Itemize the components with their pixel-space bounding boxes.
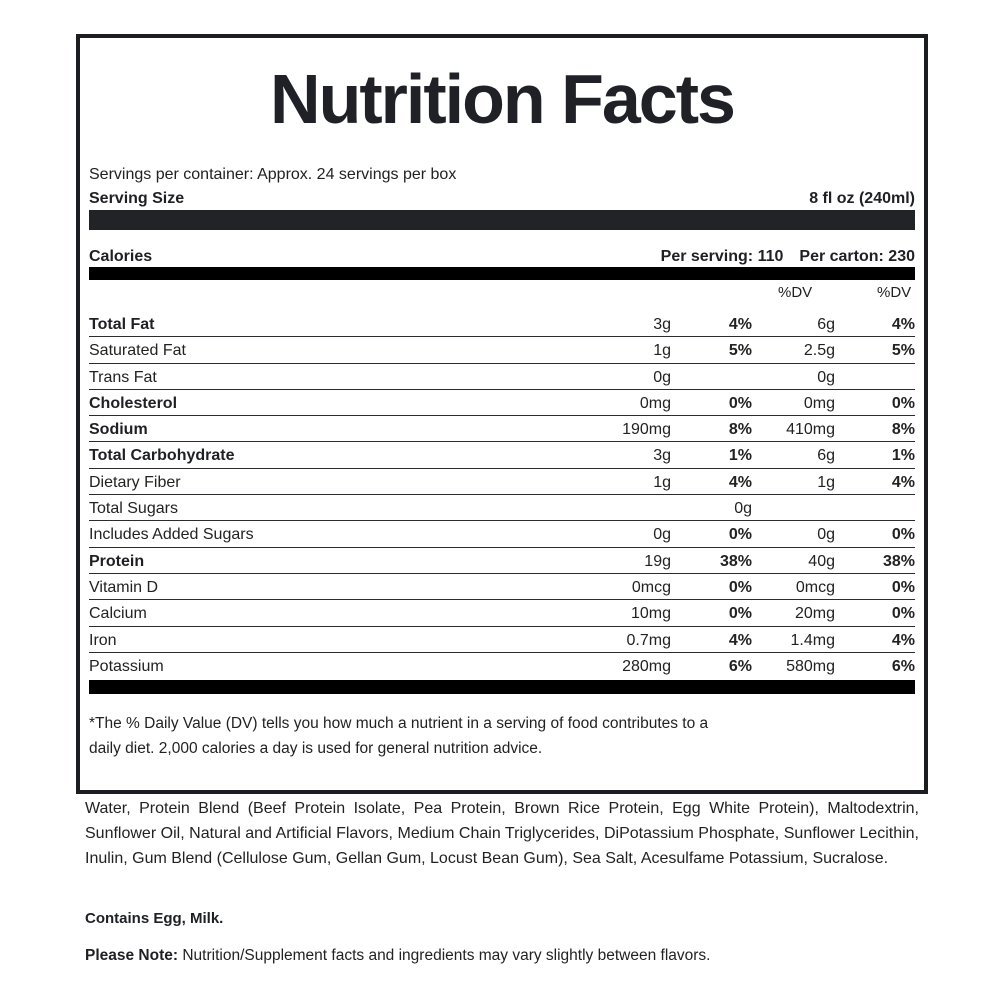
nutrient-row (89, 442, 915, 468)
amount-per-carton: 1.4mg (790, 631, 835, 649)
dv-per-carton: 1% (891, 447, 915, 465)
ingredients-list: Water, Protein Blend (Beef Protein Isolate, Pea Protein, Brown Rice Protein, Egg White Protein), Maltodextrin, Sunflower Oil, Natural and Artificial Flavors, Medium Chain Triglycerides, DiPotassium Phosphate, Sunflower Lecithin, Inulin, Gum Blend (Cellulose Gum, Gellan Gum, Locust Bean Gum), Sea Salt, Acesulfame Potassium, Sucralose. (85, 800, 919, 867)
dv-per-carton: 4% (891, 316, 915, 333)
dv-per-carton: 0% (891, 605, 915, 623)
dv-per-carton: 6% (891, 657, 915, 675)
dv-per-serving: 6% (728, 657, 752, 675)
dv-per-carton: 8% (891, 421, 915, 439)
dv-footnote: *The % Daily Value (DV) tells you how much a nutrient in a serving of food contributes to a daily diet. 2,000 calories a day is used for general nutrition advice. (89, 715, 709, 757)
amount-per-serving: 1g (653, 342, 671, 360)
amount-per-serving: 0g (653, 368, 671, 386)
nutrient-row (89, 495, 915, 521)
amount-per-serving: 280mg (622, 657, 671, 675)
nutrient-row (89, 469, 915, 495)
nutrient-name: Cholesterol (89, 394, 178, 412)
calories-row (89, 247, 915, 267)
dv-per-serving: 1% (728, 447, 752, 465)
dv-per-serving: 0% (728, 605, 752, 623)
thick-divider (89, 680, 915, 694)
amount-per-carton: 0g (817, 368, 835, 386)
nutrient-name: Protein (89, 552, 145, 570)
nutrient-row (89, 390, 915, 416)
nutrient-row (89, 600, 915, 626)
dv-per-carton: 4% (891, 473, 915, 491)
nutrient-name: Includes Added Sugars (89, 526, 254, 544)
serving-size-label: Serving Size (89, 190, 185, 207)
nutrient-row (89, 548, 915, 574)
nutrient-amount: 0g (734, 500, 752, 518)
nutrient-row (89, 521, 915, 547)
servings-per-container: Servings per container: Approx. 24 servings per box (89, 166, 457, 183)
nutrient-name: Potassium (89, 657, 164, 675)
nutrient-name: Total Sugars (89, 500, 178, 518)
dv-per-serving: 5% (728, 342, 752, 360)
amount-per-serving: 3g (653, 316, 671, 333)
amount-per-serving: 10mg (630, 605, 671, 623)
dv-per-serving: 4% (728, 473, 752, 491)
nutrient-row (89, 416, 915, 442)
nutrient-row (89, 311, 915, 337)
amount-per-carton: 0mg (803, 394, 835, 412)
note-text: Nutrition/Supplement facts and ingredients may vary slightly between flavors. (178, 947, 711, 964)
amount-per-carton: 1g (817, 473, 835, 491)
amount-per-serving: 19g (644, 552, 671, 570)
amount-per-serving: 0g (653, 526, 671, 544)
calories-label: Calories (89, 248, 153, 265)
dv-per-serving: 0% (728, 526, 752, 544)
dv-per-carton: 38% (882, 552, 915, 570)
dv-header-serving: %DV (778, 284, 813, 301)
dv-per-carton: 0% (891, 526, 915, 544)
amount-per-carton: 20mg (794, 605, 835, 623)
amount-per-carton: 410mg (786, 421, 835, 439)
dv-per-serving: 38% (719, 552, 752, 570)
nutrient-row (89, 574, 915, 600)
note-label: Please Note: (85, 947, 179, 964)
dv-per-carton: 0% (891, 578, 915, 596)
nutrition-facts-panel (76, 34, 928, 794)
nutrient-name: Sodium (89, 421, 148, 439)
amount-per-carton: 40g (808, 552, 835, 570)
amount-per-serving: 1g (653, 473, 671, 491)
allergen-statement: Contains Egg, Milk. (85, 910, 224, 927)
dv-header-carton: %DV (877, 284, 912, 301)
nutrient-name: Saturated Fat (89, 342, 186, 360)
nutrient-row (89, 627, 915, 653)
amount-per-serving: 3g (653, 447, 671, 465)
amount-per-serving: 190mg (622, 421, 671, 439)
nutrient-name: Trans Fat (89, 368, 157, 386)
nutrient-table (89, 311, 915, 679)
serving-size-row (89, 190, 915, 210)
thick-divider (89, 210, 915, 230)
amount-per-carton: 580mg (786, 657, 835, 675)
nutrient-name: Dietary Fiber (89, 473, 181, 491)
amount-per-carton: 6g (817, 447, 835, 465)
amount-per-serving: 0mg (639, 394, 671, 412)
serving-size-value: 8 fl oz (240ml) (809, 190, 915, 207)
dv-per-carton: 5% (891, 342, 915, 360)
dv-per-serving: 0% (728, 578, 752, 596)
amount-per-carton: 0mcg (795, 578, 835, 596)
amount-per-carton: 6g (817, 316, 835, 333)
amount-per-carton: 0g (817, 526, 835, 544)
nutrient-name: Total Carbohydrate (89, 447, 235, 465)
amount-per-serving: 0.7mg (626, 631, 671, 649)
thick-divider (89, 267, 915, 280)
nutrient-row (89, 364, 915, 390)
nutrient-name: Vitamin D (89, 578, 159, 596)
label-title: Nutrition Facts (270, 60, 734, 138)
nutrient-name: Calcium (89, 605, 147, 623)
dv-per-serving: 0% (728, 394, 752, 412)
nutrient-row (89, 653, 915, 679)
amount-per-carton: 2.5g (803, 342, 835, 360)
dv-per-serving: 8% (728, 421, 752, 439)
calories-per-carton: Per carton: 230 (799, 248, 915, 265)
amount-per-serving: 0mcg (631, 578, 671, 596)
dv-per-serving: 4% (728, 316, 752, 333)
dv-per-carton: 0% (891, 394, 915, 412)
nutrient-name: Total Fat (89, 316, 155, 333)
calories-per-serving: Per serving: 110 (660, 248, 784, 265)
dv-per-carton: 4% (891, 631, 915, 649)
nutrient-row (89, 337, 915, 363)
nutrient-name: Iron (89, 631, 117, 649)
please-note (85, 947, 710, 965)
dv-per-serving: 4% (728, 631, 752, 649)
